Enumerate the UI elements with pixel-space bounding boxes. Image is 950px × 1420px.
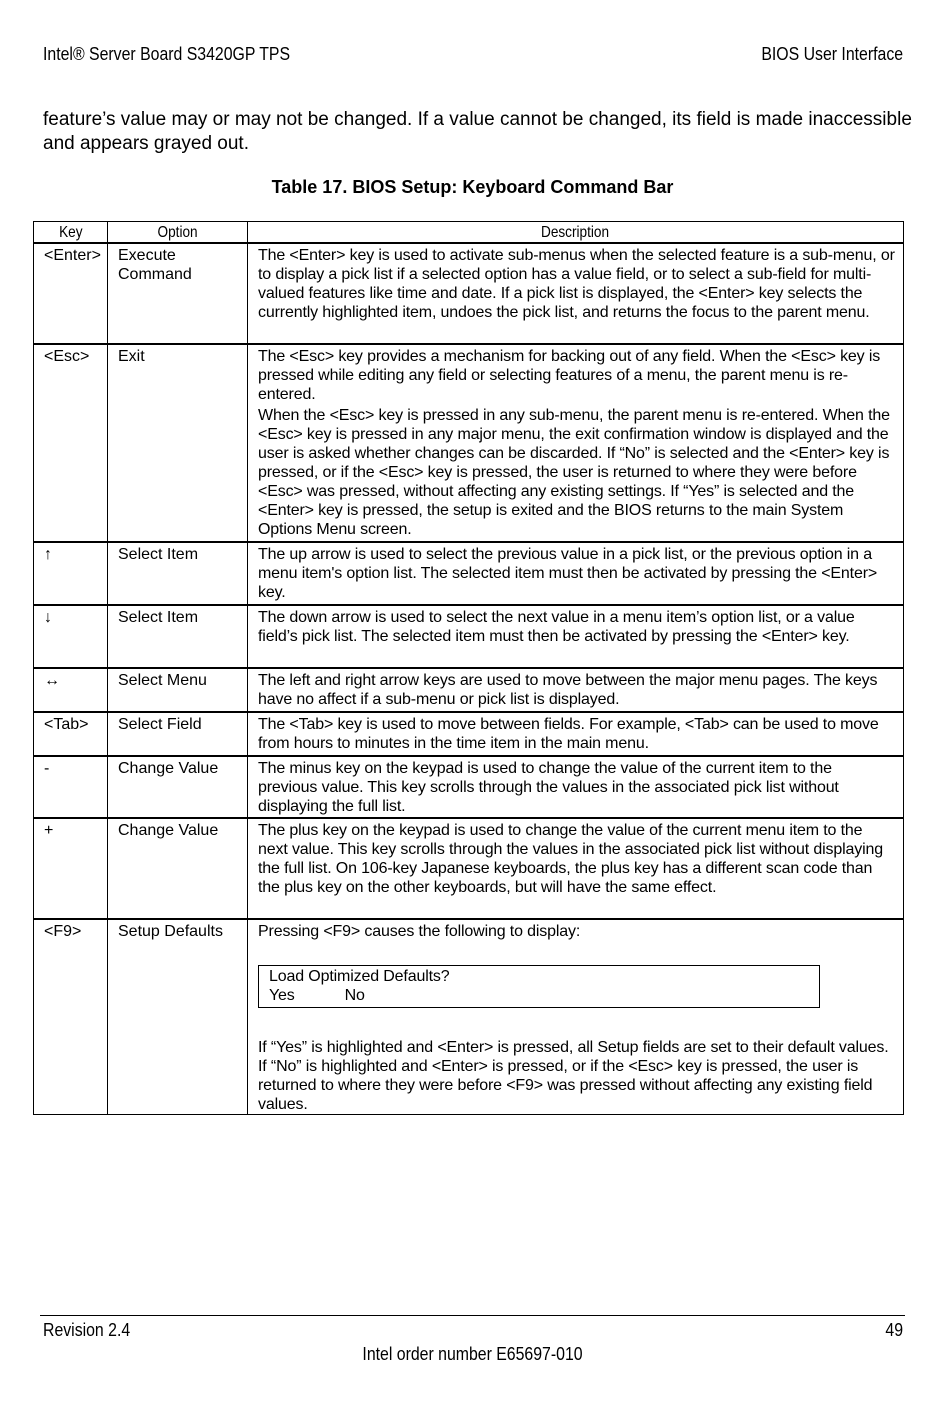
page-number: 49 [885, 1320, 903, 1340]
option-cell: Select Item [108, 605, 248, 668]
description-paragraph: The <Esc> key provides a mechanism for backing out of any field. When the <Esc> key is pressed while editing any field or selecting features of a menu, the parent menu is re-entered. [258, 348, 881, 403]
up-arrow-key-cell: ↑ [34, 542, 108, 605]
dialog-title: Load Optimized Defaults? [269, 968, 450, 985]
key-cell: <Enter> [34, 243, 108, 344]
description-cell: The plus key on the keypad is used to change the value of the current menu item to the next value. This key scrolls through the values in the associated pick list without displaying the full list. On 106-key Japanese keyboards, the plus key has a different scan code than the plus key on the other keyboards, but will have the same effect. [248, 818, 904, 919]
defaults-dialog-example [258, 965, 820, 1008]
table-row [34, 344, 904, 542]
option-cell: Select Item [108, 542, 248, 605]
description-cell [248, 919, 904, 1115]
table-row [34, 243, 904, 344]
order-number: Intel order number E65697-010 [362, 1344, 583, 1364]
option-cell: Execute Command [108, 243, 248, 344]
key-cell: <Tab> [34, 712, 108, 756]
column-header-option: Option [108, 222, 248, 244]
down-arrow-key-cell: ↓ [34, 605, 108, 668]
column-header-description: Description [248, 222, 904, 244]
dialog-no-option: No [344, 987, 365, 1004]
option-cell: Exit [108, 344, 248, 542]
key-cell: <F9> [34, 919, 108, 1115]
option-cell: Select Menu [108, 668, 248, 712]
left-right-arrow-key-cell: ↔ [34, 668, 108, 712]
description-cell: The minus key on the keypad is used to change the value of the current item to the previous value. This key scrolls through the values in the associated pick list without displaying the full list. [248, 756, 904, 818]
option-cell: Setup Defaults [108, 919, 248, 1115]
table-row [34, 756, 904, 818]
header-title: Intel® Server Board S3420GP TPS [43, 44, 291, 64]
description-cell [248, 344, 904, 542]
revision: Revision 2.4 [43, 1320, 131, 1340]
table-row [34, 712, 904, 756]
footer-divider [40, 1315, 905, 1316]
key-cell: - [34, 756, 108, 818]
keyboard-command-table [33, 221, 904, 1115]
column-header-key: Key [34, 222, 108, 244]
description-cell: The down arrow is used to select the next value in a menu item’s option list, or a value field’s pick list. The selected item must then be activated by pressing the <Enter> key. [248, 605, 904, 668]
description-paragraph: When the <Esc> key is pressed in any sub-menu, the parent menu is re-entered. When the <Esc> key is pressed in any major menu, the exit confirmation window is displayed and the user is asked whether changes can be discarded. If “No” is selected and the <Enter> key is pressed, or if the <Esc> key is pressed, the user is returned to where they were before <Esc> was pressed, without affecting any existing settings. If “Yes” is selected and the <Enter> key is pressed, the setup is exited and the BIOS returns to the main System Options Menu screen. [258, 407, 890, 538]
description-cell: The <Enter> key is used to activate sub-menus when the selected feature is a sub-menu, or to display a pick list if a selected option has a value field, or to select a sub-field for multi-valued features like time and date. If a pick list is displayed, the <Enter> key selects the currently highlighted item, undoes the pick list, and returns the focus to the parent menu. [248, 243, 904, 344]
description-cell: The <Tab> key is used to move between fields. For example, <Tab> can be used to move from hours to minutes in the time item in the main menu. [248, 712, 904, 756]
description-cell: The left and right arrow keys are used to move between the major menu pages. The keys have no affect if a sub-menu or pick list is displayed. [248, 668, 904, 712]
description-paragraph: Pressing <F9> causes the following to display: [258, 923, 581, 940]
description-cell: The up arrow is used to select the previous value in a pick list, or the previous option in a menu item's option list. The selected item must then be activated by pressing the <Enter> key. [248, 542, 904, 605]
header-section: BIOS User Interface [761, 44, 903, 64]
table-row [34, 605, 904, 668]
table-row [34, 919, 904, 1115]
table-caption: Table 17. BIOS Setup: Keyboard Command Bar [271, 177, 674, 197]
key-cell: <Esc> [34, 344, 108, 542]
option-cell: Change Value [108, 818, 248, 919]
option-cell: Select Field [108, 712, 248, 756]
description-paragraph: If “Yes” is highlighted and <Enter> is pressed, all Setup fields are set to their default values. If “No” is highlighted and <Enter> is pressed, or if the <Esc> key is pressed, the user is returned to where they were before <F9> was pressed without affecting any existing field values. [258, 1039, 889, 1113]
dialog-yes-option: Yes [269, 987, 295, 1004]
table-row [34, 668, 904, 712]
intro-paragraph: feature’s value may or may not be changed. If a value cannot be changed, its field is made inaccessible and appears grayed out. [43, 109, 912, 154]
table-row [34, 542, 904, 605]
table-row [34, 818, 904, 919]
option-cell: Change Value [108, 756, 248, 818]
key-cell: + [34, 818, 108, 919]
